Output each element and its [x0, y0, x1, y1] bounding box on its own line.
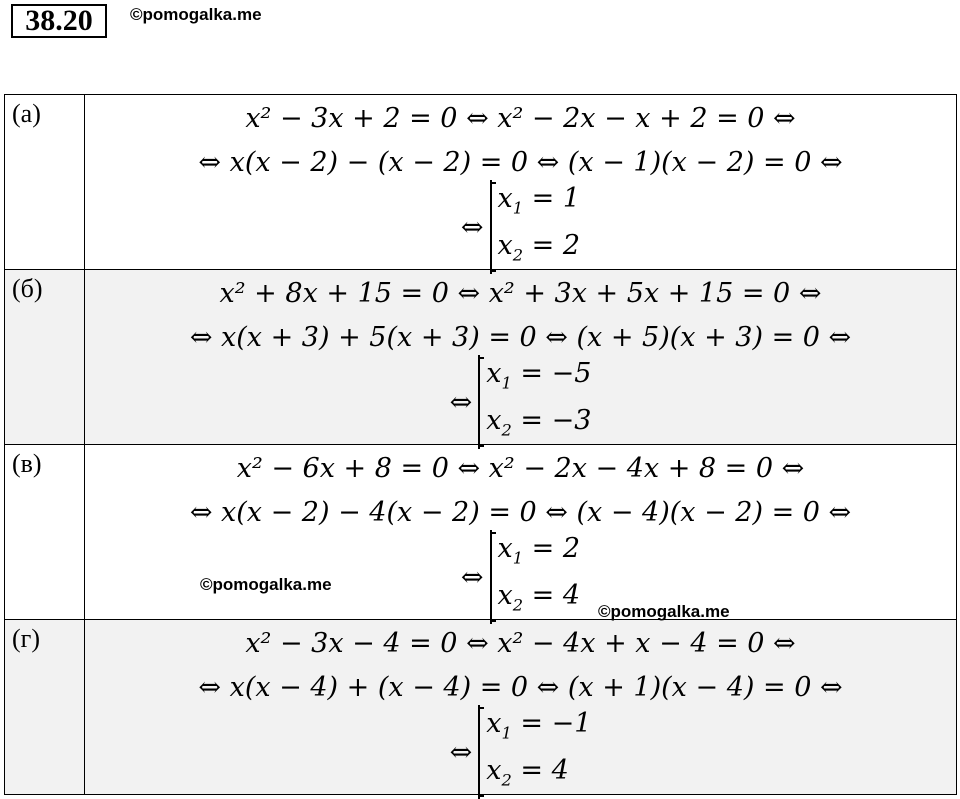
- root-x2: $x_2 = 4$: [486, 755, 569, 790]
- solution-cell: [85, 270, 957, 445]
- root-set-bracket: [478, 705, 591, 799]
- row-label: (г): [5, 620, 85, 795]
- table-row: [5, 95, 957, 270]
- root-value: 1: [562, 182, 581, 214]
- equation-line: ⇔ x(x − 2) − (x − 2) = 0 ⇔ (x − 1)(x − 2) = 0 ⇔: [198, 147, 843, 178]
- root-set-bracket: [490, 180, 581, 275]
- row-label: (а): [5, 95, 85, 270]
- row-label: (в): [5, 445, 85, 620]
- root-value: −5: [551, 357, 592, 389]
- root-set-bracket: [478, 355, 591, 450]
- root-value: 4: [551, 755, 569, 786]
- root-value: −3: [551, 405, 592, 436]
- root-value: 2: [562, 230, 581, 261]
- root-x2: $x_2 = -3$: [486, 405, 592, 440]
- equation-line: x² − 3x + 2 = 0 ⇔ x² − 2x − x + 2 = 0 ⇔: [245, 103, 796, 134]
- watermark: ©pomogalka.me: [200, 575, 332, 594]
- root-x1: $x_1 = 2$: [497, 532, 581, 567]
- problem-number: 38.20: [11, 4, 107, 38]
- root-x1: $x_1 = 1$: [497, 182, 581, 217]
- solution-cell: [85, 620, 957, 795]
- watermark: ©pomogalka.me: [598, 602, 730, 621]
- row-label: (б): [5, 270, 85, 445]
- equivalence-symbol: ⇔: [449, 386, 473, 418]
- root-x1: $x_1 = -1$: [486, 707, 592, 742]
- equivalence-symbol: ⇔: [460, 211, 484, 243]
- solution-system: [85, 357, 956, 444]
- solution-cell: [85, 95, 957, 270]
- root-set-bracket: [490, 530, 581, 625]
- root-value: −1: [551, 707, 592, 739]
- solution-system: [85, 707, 956, 794]
- equation-line: x² − 6x + 8 = 0 ⇔ x² − 2x − 4x + 8 = 0 ⇔: [236, 453, 805, 484]
- equation-line: ⇔ x(x − 2) − 4(x − 2) = 0 ⇔ (x − 4)(x − 2) = 0 ⇔: [189, 497, 852, 528]
- watermark: ©pomogalka.me: [130, 5, 262, 24]
- solution-system: [85, 182, 956, 269]
- equation-line: ⇔ x(x − 4) + (x − 4) = 0 ⇔ (x + 1)(x − 4) = 0 ⇔: [198, 672, 843, 703]
- table-row: [5, 445, 957, 620]
- root-value: 4: [562, 580, 581, 611]
- equation-line: x² − 3x − 4 = 0 ⇔ x² − 4x + x − 4 = 0 ⇔: [245, 628, 796, 659]
- equation-line: ⇔ x(x + 3) + 5(x + 3) = 0 ⇔ (x + 5)(x + 3) = 0 ⇔: [189, 322, 852, 353]
- root-x2: $x_2 = 2$: [497, 230, 581, 265]
- table-row: [5, 620, 957, 795]
- root-x2: $x_2 = 4$: [497, 580, 581, 615]
- equivalence-symbol: ⇔: [449, 736, 473, 768]
- root-x1: $x_1 = -5$: [486, 357, 592, 392]
- root-value: 2: [562, 532, 581, 564]
- equivalence-symbol: ⇔: [460, 561, 484, 593]
- table-row: [5, 270, 957, 445]
- equation-line: x² + 8x + 15 = 0 ⇔ x² + 3x + 5x + 15 = 0 ⇔: [219, 278, 822, 309]
- solution-table: [4, 94, 957, 795]
